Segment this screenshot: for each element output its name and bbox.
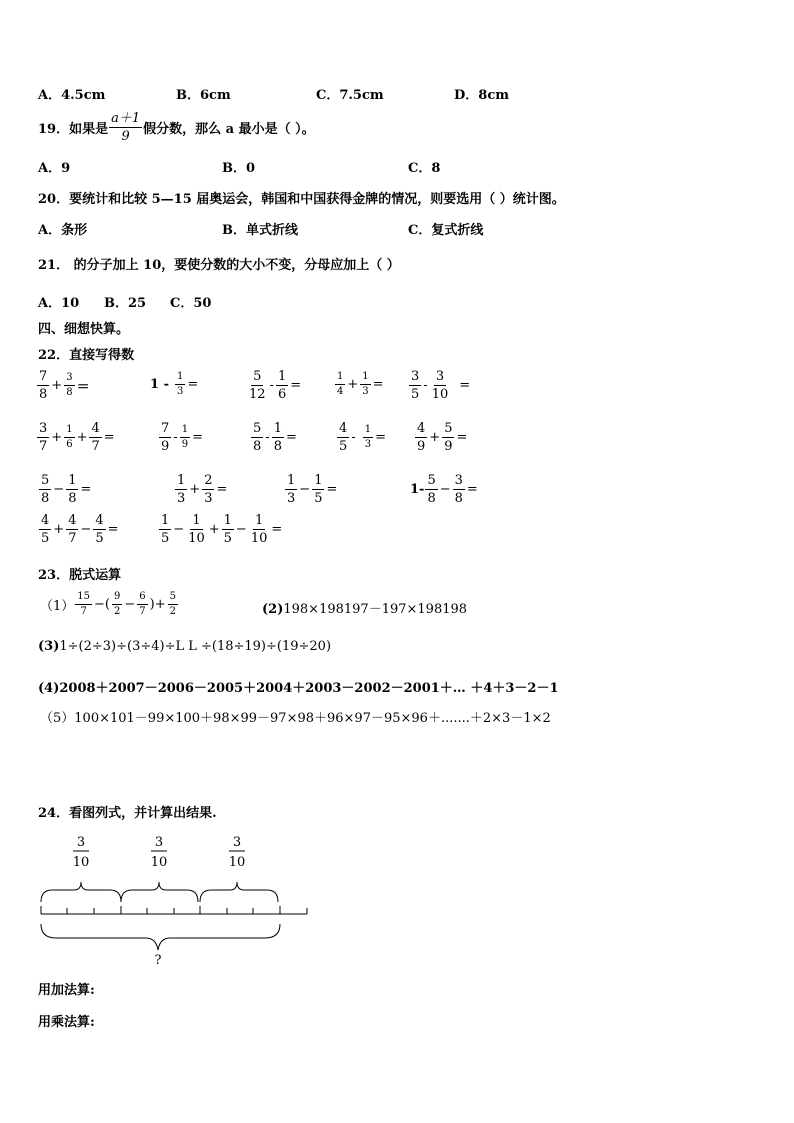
q20-option-b: B．单式折线 (222, 223, 298, 238)
q19-option-c: C．8 (408, 161, 441, 176)
q22-r2-item1: $\frac{3}{7}$ + $\frac{1}{6}$ + $\frac{4}{7}$ = (39, 421, 115, 454)
q19-suffix: 假分数，那么 a 最小是（ ）。 (143, 122, 315, 137)
q19-numerator: a＋1 (111, 111, 141, 126)
svg-text:3: 3 (76, 835, 86, 850)
q20-option-a: A．条形 (38, 223, 88, 238)
q19-fraction (109, 112, 142, 143)
q24-multiplication-label: 用乘法算: (38, 1015, 95, 1030)
q22-r3-item4: 1- $\frac{5}{8}$ − $\frac{3}{8}$ = (410, 473, 478, 506)
upper-braces (41, 882, 278, 902)
q19-question (38, 112, 315, 143)
segment-label-1 (73, 835, 90, 870)
q22-r1-item4: $\frac{1}{4}$ + $\frac{1}{3}$ = (337, 371, 384, 397)
q22-r1-item3: $\frac{5}{12}$ - $\frac{1}{6}$ = (249, 369, 302, 402)
q22-r2-item3: $\frac{5}{8}$ - $\frac{1}{8}$ = (253, 421, 297, 454)
q19-option-a: A．9 (38, 161, 71, 176)
q19-option-b: B．0 (222, 161, 256, 176)
lower-brace (41, 924, 280, 950)
q18-option-c: C．7.5cm (316, 88, 384, 103)
q21-option-a: A．10 (38, 296, 80, 311)
q24-number-line-diagram (30, 830, 320, 970)
svg-text:3: 3 (232, 835, 242, 850)
q22-r1-item1: $\frac{7}{8}$ + $\frac{3}{8}$ ＝ (39, 369, 90, 402)
q19-prefix: 19．如果是 (38, 122, 109, 137)
q21-option-c: C．50 (170, 296, 212, 311)
q22-r3-item1: $\frac{5}{8}$ − $\frac{1}{8}$ = (41, 473, 92, 506)
q22-r3-item2: $\frac{1}{3}$ + $\frac{2}{3}$ = (177, 473, 228, 506)
segment-label-2 (151, 835, 168, 870)
q24-title: 24．看图列式，并计算出结果. (38, 806, 217, 821)
svg-text:3: 3 (154, 835, 164, 850)
q22-r3-item3: $\frac{1}{3}$ − $\frac{1}{5}$ = (287, 473, 338, 506)
q22-r2-item4: $\frac{4}{5}$ - $\frac{1}{3}$ = (339, 421, 386, 454)
q18-option-d: D．8cm (454, 88, 509, 103)
q23-expr5: （5）100×101－99×100＋98×99－97×98＋96×97－95×96＋.......＋2×3－1×2 (40, 711, 551, 726)
q19-denominator: 9 (121, 129, 130, 144)
q18-option-b: B．6cm (176, 88, 231, 103)
q21-question: 21． 的分子加上 10，要使分数的大小不变，分母应加上（ ） (38, 258, 400, 273)
q23-expr4: (4)2008＋2007－2006－2005＋2004＋2003－2002－2001＋… ＋4＋3－2－1 (38, 681, 559, 696)
segment-label-3 (229, 835, 246, 870)
q22-r2-item2: $\frac{7}{9}$ - $\frac{1}{9}$ = (161, 421, 203, 454)
svg-text:10: 10 (228, 855, 246, 870)
q23-expr2: (2)198×198197－197×198198 (262, 602, 468, 617)
q23-expr1: （1） $\frac{15}{7}$ −( $\frac{9}{2}$ − $\frac{6}{7}$ )+ $\frac{5}{2}$ (40, 591, 176, 617)
q23-expr3: (3)1÷(2÷3)÷(3÷4)÷L L ÷(18÷19)÷(19÷20) (38, 639, 332, 654)
q24-addition-label: 用加法算: (38, 983, 95, 998)
q18-option-a: A．4.5cm (38, 88, 106, 103)
q22-r1-item5: $\frac{3}{5}$ - $\frac{3}{10}$ = (411, 369, 471, 402)
q20-option-c: C．复式折线 (408, 223, 484, 238)
question-mark: ? (154, 953, 162, 968)
q22-r4-item2: $\frac{1}{5}$ − $\frac{1}{10}$ + $\frac{1}{5}$ − $\frac{1}{10}$ = (161, 513, 283, 546)
section-heading: 四、细想快算。 (38, 322, 130, 337)
q22-r1-item2: 1 - $\frac{1}{3}$ = (150, 371, 199, 397)
svg-text:10: 10 (72, 855, 90, 870)
q22-title: 22．直接写得数 (38, 348, 135, 363)
q22-r4-item1: $\frac{4}{5}$ + $\frac{4}{7}$ − $\frac{4}{5}$ = (41, 513, 119, 546)
number-line (41, 906, 307, 914)
q21-option-b: B．25 (104, 296, 147, 311)
q22-r2-item5: $\frac{4}{9}$ + $\frac{5}{9}$ = (417, 421, 468, 454)
svg-text:10: 10 (150, 855, 168, 870)
q20-question: 20．要统计和比较 5—15 届奥运会，韩国和中国获得金牌的情况，则要选用（ ）统计图。 (38, 192, 565, 207)
q23-title: 23．脱式运算 (38, 568, 122, 583)
